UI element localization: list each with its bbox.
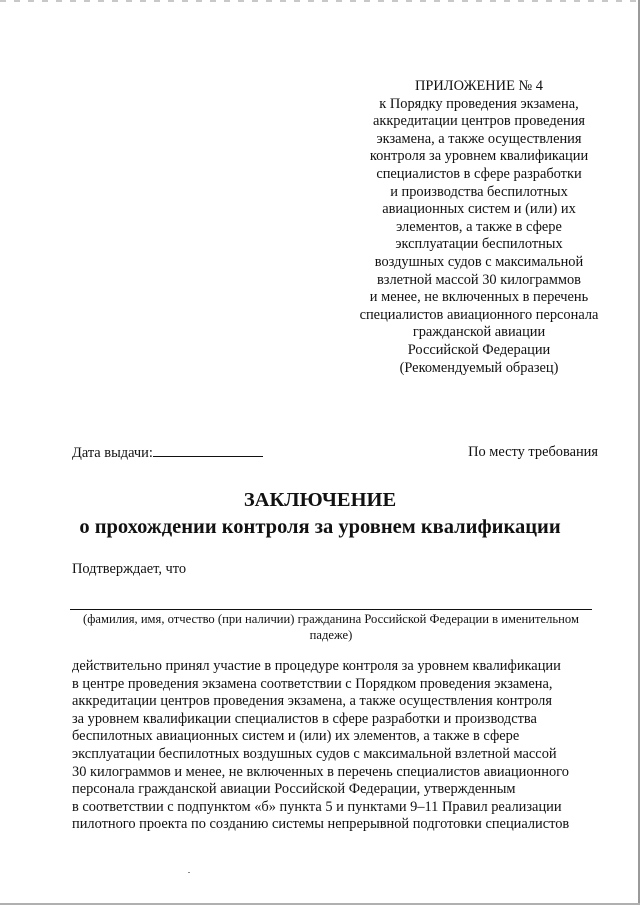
appendix-line: воздушных судов с максимальной bbox=[374, 253, 584, 270]
appendix-line: экзамена, а также осуществления bbox=[376, 130, 582, 147]
appendix-line: элементов, а также в сфере bbox=[396, 218, 562, 235]
appendix-line: и производства беспилотных bbox=[390, 183, 568, 200]
scan-speck bbox=[188, 872, 190, 873]
appendix-line: специалистов в сфере разработки bbox=[376, 165, 582, 182]
body-line: пилотного проекта по созданию системы непрерывной подготовки специалистов bbox=[72, 816, 570, 833]
name-blank-line bbox=[70, 609, 592, 610]
body-line: эксплуатации беспилотных воздушных судов с максимальной взлетной массой bbox=[72, 745, 557, 762]
appendix-line: к Порядку проведения экзамена, bbox=[379, 95, 579, 112]
appendix-heading: ПРИЛОЖЕНИЕ № 4 bbox=[415, 78, 543, 94]
name-caption-line: падеже) bbox=[309, 627, 353, 642]
body-paragraph bbox=[72, 658, 597, 834]
body-line: в соответствии с подпунктом «б» пункта 5 и пунктами 9–11 Правил реализации bbox=[72, 798, 562, 815]
appendix-line: авиационных систем и (или) их bbox=[382, 201, 576, 218]
issue-date-field bbox=[72, 444, 263, 462]
appendix-line: гражданской авиации bbox=[412, 324, 546, 341]
body-line: в центре проведения экзамена соответствии с Порядком проведения экзамена, bbox=[72, 675, 553, 692]
body-line: беспилотных авиационных систем и (или) их элементов, а также в сфере bbox=[72, 728, 520, 745]
document-subtitle: о прохождении контроля за уровнем квалификации bbox=[79, 516, 561, 538]
body-line: аккредитации центров проведения экзамена, а также осуществления контроля bbox=[72, 693, 552, 710]
appendix-line: контроля за уровнем квалификации bbox=[369, 148, 589, 165]
appendix-line: аккредитации центров проведения bbox=[372, 113, 586, 130]
appendix-line: специалистов авиационного персонала bbox=[359, 306, 599, 323]
appendix-line: взлетной массой 30 килограммов bbox=[377, 271, 581, 288]
place-label: По месту требования bbox=[468, 444, 598, 460]
sample-note: (Рекомендуемый образец) bbox=[399, 360, 559, 376]
issue-date-blank bbox=[153, 444, 263, 457]
appendix-line: эксплуатации беспилотных bbox=[395, 236, 563, 253]
appendix-line: Российской Федерации bbox=[407, 341, 551, 358]
confirms-text: Подтверждает, что bbox=[72, 561, 187, 577]
name-caption-line: (фамилия, имя, отчество (при наличии) гражданина Российской Федерации в именительном bbox=[83, 612, 579, 626]
scan-edge-top bbox=[0, 0, 640, 2]
appendix-header bbox=[345, 78, 613, 360]
name-caption bbox=[70, 612, 592, 643]
body-line: за уровнем квалификации специалистов в сфере разработки и производства bbox=[72, 710, 537, 727]
issue-date-label: Дата выдачи: bbox=[72, 445, 153, 461]
document-title: ЗАКЛЮЧЕНИЕ bbox=[243, 489, 397, 511]
appendix-line: и менее, не включенных в перечень bbox=[369, 289, 589, 306]
body-line: персонала гражданской авиации Российской Федерации, утвержденным bbox=[72, 781, 516, 798]
body-line: действительно принял участие в процедуре контроля за уровнем квалификации bbox=[72, 658, 561, 674]
body-line: 30 килограммов и менее, не включенных в перечень специалистов авиационного bbox=[72, 763, 569, 780]
